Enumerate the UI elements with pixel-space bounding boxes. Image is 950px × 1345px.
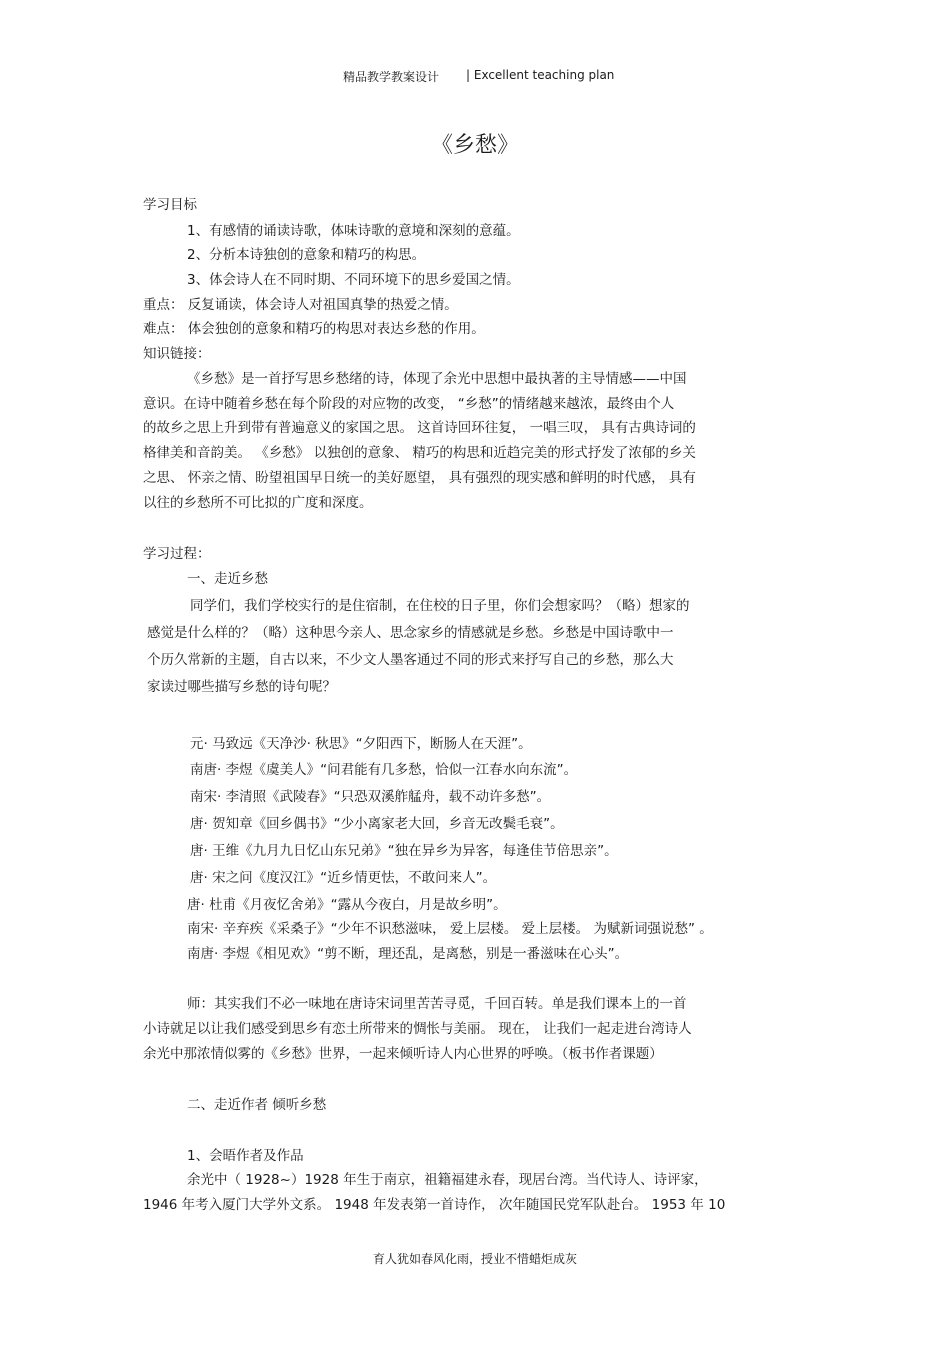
quote-line: 元· 马致远《天净沙· 秋思》“夕阳西下，断肠人在天涯”。 [190,736,532,752]
section-heading: 一、走近乡愁 [187,571,268,587]
knowledge-line: 意识。在诗中随着乡愁在每个阶段的对应物的改变， “乡愁”的情绪越来越浓，最终由个人 [143,396,675,412]
quote-line: 唐· 宋之问《度汉江》“近乡情更怯，不敢问来人”。 [190,870,497,886]
page-title: 《乡愁》 [430,133,519,158]
knowledge-line: 之思、 怀亲之情、盼望祖国早日统一的美好愿望， 具有强烈的现实感和鲜明的时代感， 具有 [143,470,696,486]
header-left: 精品教学教案设计 [343,70,440,84]
objective-item: 2、分析本诗独创的意象和精巧的构思。 [187,247,426,263]
quote-line: 南宋· 辛弃疾《采桑子》“少年不识愁滋味， 爱上层楼。 爱上层楼。 为赋新词强说愁” 。 [187,921,713,937]
knowledge-line: 以往的乡愁所不可比拟的广度和深度。 [143,495,373,511]
author-line: 余光中（ 1928~）1928 年生于南京，祖籍福建永春，现居台湾。当代诗人、诗评家， [187,1172,708,1188]
quote-line: 唐· 王维《九月九日忆山东兄弟》“独在异乡为异客，每逢佳节倍思亲”。 [190,843,618,859]
intro-line: 个历久常新的主题，自古以来，不少文人墨客通过不同的形式来抒写自己的乡愁，那么大 [147,652,674,668]
teacher-line: 小诗就足以让我们感受到思乡有恋土所带来的惆怅与美丽。 现在， 让我们一起走进台湾诗人 [143,1021,692,1037]
process-heading: 学习过程： [143,546,211,562]
objective-item: 3、体会诗人在不同时期、不同环境下的思乡爱国之情。 [187,272,520,288]
knowledge-line: 的故乡之思上升到带有普遍意义的家国之思。 这首诗回环往复， 一唱三叹， 具有古典诗词的 [143,420,696,436]
author-line: 1946 年考入厦门大学外文系。 1948 年发表第一首诗作， 次年随国民党军队赴台。 1953 年 10 [143,1197,726,1213]
subsection-heading: 1、会晤作者及作品 [187,1148,304,1164]
intro-line: 感觉是什么样的？（略）这种思今亲人、思念家乡的情感就是乡愁。乡愁是中国诗歌中一 [147,625,674,641]
objectives-heading: 学习目标 [143,197,197,213]
teacher-line: 师：其实我们不必一味地在唐诗宋词里苦苦寻觅，千回百转。单是我们课本上的一首 [187,996,687,1012]
quote-line: 唐· 杜甫《月夜忆舍弟》“露从今夜白，月是故乡明”。 [187,897,507,913]
knowledge-line: 格律美和音韵美。 《乡愁》 以独创的意象、 精巧的构思和近趋完美的形式抒发了浓郁的乡关 [143,445,696,461]
quote-line: 南唐· 李煜《相见欢》“剪不断，理还乱，是离愁，别是一番滋味在心头”。 [187,946,629,962]
difficulty: 难点： 体会独创的意象和精巧的构思对表达乡愁的作用。 [143,321,485,337]
knowledge-line: 《乡愁》是一首抒写思乡愁绪的诗，体现了余光中思想中最执著的主导情感——中国 [187,371,687,387]
quote-line: 南唐· 李煜《虞美人》“问君能有几多愁，恰似一江春水向东流”。 [190,762,578,778]
intro-line: 同学们，我们学校实行的是住宿制，在住校的日子里，你们会想家吗？（略）想家的 [190,598,690,614]
quote-line: 南宋· 李清照《武陵春》“只恐双溪舴艋舟，载不动许多愁”。 [190,789,551,805]
teacher-line: 余光中那浓情似雾的《乡愁》世界，一起来倾听诗人内心世界的呼唤。（板书作者课题） [143,1046,663,1062]
knowledge-heading: 知识链接： [143,346,211,362]
intro-line: 家读过哪些描写乡愁的诗句呢？ [147,679,336,695]
quote-line: 唐· 贺知章《回乡偶书》“少小离家老大回，乡音无改鬓毛衰”。 [190,816,564,832]
objective-item: 1、有感情的诵读诗歌，体味诗歌的意境和深刻的意蕴。 [187,223,520,239]
page-footer: 育人犹如春风化雨，授业不惜蜡炬成灰 [372,1252,577,1266]
header-right: | Excellent teaching plan [466,68,615,82]
section-heading: 二、走近作者 倾听乡愁 [187,1097,327,1113]
key-point: 重点： 反复诵读，体会诗人对祖国真挚的热爱之情。 [143,297,458,313]
